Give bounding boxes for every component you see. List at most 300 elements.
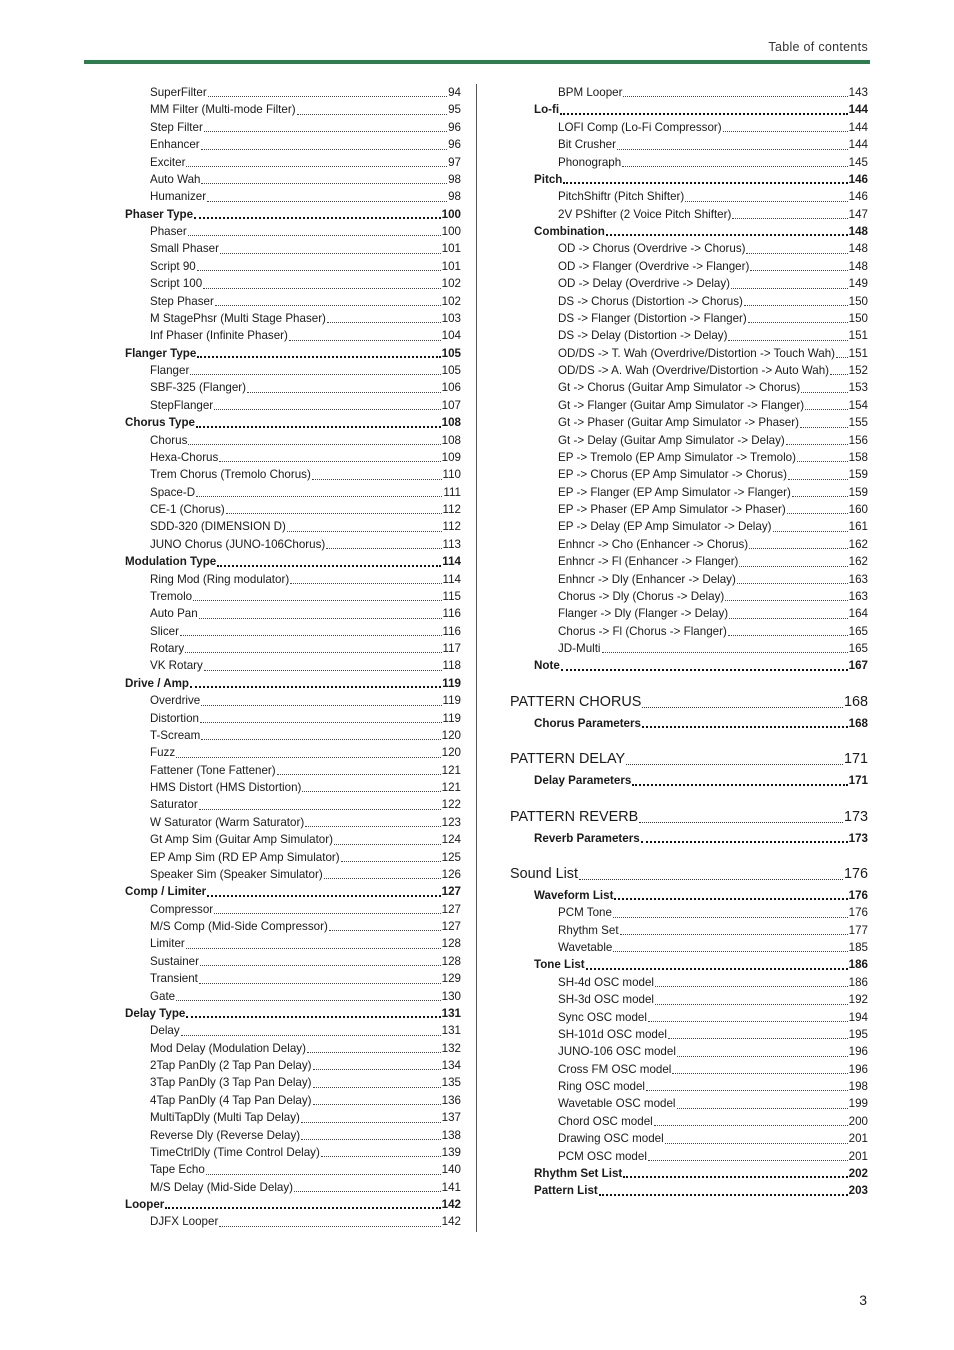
- dot-leader: [641, 835, 848, 843]
- toc-entry-title: Delay: [150, 1024, 180, 1038]
- toc-entry-page: 200: [848, 1114, 868, 1128]
- toc-entry-title: 4Tap PanDly (4 Tap Pan Delay): [150, 1093, 312, 1107]
- toc-entry-page: 151: [848, 329, 868, 343]
- toc-entry-title: Delay Type: [125, 1006, 186, 1020]
- dot-leader: [301, 1116, 441, 1123]
- toc-entry[interactable]: [125, 258, 461, 275]
- toc-entry[interactable]: [510, 188, 868, 205]
- toc-entry-page: 126: [441, 867, 461, 881]
- toc-entry[interactable]: [125, 379, 461, 396]
- toc-section[interactable]: [125, 1005, 461, 1022]
- toc-entry[interactable]: [510, 1095, 868, 1112]
- toc-entry-title: EP -> Delay (EP Amp Simulator -> Delay): [558, 520, 772, 534]
- dot-leader: [294, 1185, 441, 1192]
- toc-entry[interactable]: [125, 901, 461, 918]
- toc-entry[interactable]: [125, 866, 461, 883]
- dot-leader: [186, 160, 447, 167]
- toc-entry[interactable]: [125, 571, 461, 588]
- toc-section[interactable]: [510, 1165, 868, 1182]
- dot-leader: [786, 438, 848, 445]
- toc-entry-page: 153: [848, 381, 868, 395]
- toc-entry[interactable]: [125, 397, 461, 414]
- toc-entry[interactable]: [510, 1113, 868, 1130]
- toc-entry[interactable]: [510, 154, 868, 171]
- toc-entry[interactable]: [510, 623, 868, 640]
- toc-entry-page: 131: [441, 1006, 461, 1020]
- dot-leader: [646, 1084, 848, 1091]
- toc-entry-page: 144: [848, 120, 868, 134]
- toc-entry-title: Pitch: [534, 172, 563, 186]
- toc-entry-title: Chord OSC model: [558, 1114, 653, 1128]
- toc-entry[interactable]: [125, 831, 461, 848]
- toc-entry-page: 192: [848, 993, 868, 1007]
- toc-entry-page: 116: [442, 624, 461, 638]
- toc-entry[interactable]: [125, 1057, 461, 1074]
- toc-entry[interactable]: [510, 240, 868, 257]
- toc-entry-page: 160: [848, 503, 868, 516]
- toc-entry-page: 105: [441, 364, 461, 377]
- toc-entry[interactable]: [125, 657, 461, 674]
- toc-entry-title: Ring OSC model: [558, 1080, 645, 1093]
- toc-entry[interactable]: [125, 466, 461, 483]
- toc-entry[interactable]: [125, 171, 461, 188]
- toc-entry[interactable]: [510, 571, 868, 588]
- toc-entry-page: 101: [441, 242, 461, 256]
- toc-entry[interactable]: [510, 119, 868, 136]
- toc-entry[interactable]: [510, 136, 868, 153]
- toc-entry-title: Reverb Parameters: [534, 831, 640, 845]
- dot-leader: [613, 911, 848, 918]
- toc-entry[interactable]: [125, 710, 461, 727]
- toc-entry[interactable]: [510, 275, 868, 292]
- toc-entry-title: Gt -> Flanger (Guitar Amp Simulator -> Flanger): [558, 398, 805, 412]
- toc-entry-title: Trem Chorus (Tremolo Chorus): [150, 468, 311, 482]
- toc-entry[interactable]: [510, 310, 868, 327]
- toc-entry[interactable]: [125, 293, 461, 310]
- toc-entry[interactable]: [510, 258, 868, 275]
- toc-entry-title: Rotary: [150, 642, 185, 655]
- toc-entry-page: 129: [441, 972, 461, 986]
- dot-leader: [792, 490, 848, 497]
- toc-entry-page: 98: [448, 172, 461, 186]
- toc-entry-title: Chorus Type: [125, 416, 195, 430]
- dot-leader: [214, 907, 441, 914]
- toc-entry-page: 203: [848, 1184, 868, 1198]
- toc-entry[interactable]: [510, 362, 868, 379]
- toc-entry-page: 120: [441, 746, 461, 760]
- toc-entry-page: 176: [848, 906, 868, 920]
- dot-leader: [606, 228, 848, 236]
- toc-entry[interactable]: [125, 1161, 461, 1178]
- toc-entry[interactable]: [125, 779, 461, 796]
- toc-entry[interactable]: [510, 939, 868, 956]
- toc-entry[interactable]: [510, 345, 868, 362]
- dot-leader: [207, 889, 440, 897]
- toc-entry[interactable]: [125, 310, 461, 327]
- toc-entry[interactable]: [125, 154, 461, 171]
- toc-entry-title: 2Tap PanDly (2 Tap Pan Delay): [150, 1059, 312, 1072]
- toc-entry[interactable]: [510, 449, 868, 466]
- dot-leader: [197, 264, 441, 271]
- toc-entry-title: OD/DS -> A. Wah (Overdrive/Distortion -> Auto Wah): [558, 364, 830, 377]
- toc-section[interactable]: [125, 675, 461, 692]
- toc-entry[interactable]: [125, 101, 461, 118]
- toc-entry-title: SDD-320 (DIMENSION D): [150, 520, 286, 534]
- toc-entry-title: Slicer: [150, 624, 179, 638]
- toc-entry-page: 127: [441, 885, 461, 899]
- toc-entry[interactable]: [510, 588, 868, 605]
- toc-chapter[interactable]: [510, 806, 868, 828]
- toc-entry-title: OD -> Chorus (Overdrive -> Chorus): [558, 242, 746, 256]
- toc-section[interactable]: [125, 345, 461, 362]
- toc-entry-page: 111: [443, 485, 461, 499]
- toc-entry-title: OD/DS -> T. Wah (Overdrive/Distortion -> Touch Wah): [558, 346, 836, 360]
- toc-entry-title: Enhancer: [150, 138, 200, 152]
- toc-entry[interactable]: [510, 206, 868, 223]
- toc-entry[interactable]: [510, 501, 868, 518]
- toc-entry[interactable]: [510, 518, 868, 535]
- toc-section[interactable]: [125, 414, 461, 431]
- toc-entry-page: 144: [848, 138, 868, 152]
- dot-leader: [648, 1015, 848, 1022]
- toc-entry-title: Chorus -> Fl (Chorus -> Flanger): [558, 624, 727, 638]
- toc-entry[interactable]: [125, 623, 461, 640]
- toc-entry[interactable]: [125, 1040, 461, 1057]
- dot-leader: [186, 1010, 440, 1018]
- dot-leader: [632, 778, 847, 786]
- dot-leader: [188, 438, 440, 445]
- toc-entry[interactable]: [510, 553, 868, 570]
- toc-entry-title: Note: [534, 659, 560, 673]
- toc-entry[interactable]: [125, 988, 461, 1005]
- toc-entry-page: 103: [441, 311, 461, 325]
- toc-entry-page: 110: [442, 468, 461, 482]
- toc-entry[interactable]: [125, 1092, 461, 1109]
- toc-entry-page: 137: [441, 1111, 461, 1125]
- toc-entry[interactable]: [125, 136, 461, 153]
- dot-leader: [622, 160, 847, 167]
- toc-chapter[interactable]: [510, 863, 868, 885]
- toc-entry[interactable]: [510, 466, 868, 483]
- toc-entry-page: 176: [848, 888, 868, 902]
- toc-entry-title: EP Amp Sim (RD EP Amp Simulator): [150, 850, 340, 864]
- dot-leader: [220, 247, 441, 254]
- toc-entry-page: 146: [848, 190, 868, 204]
- toc-chapter[interactable]: [510, 748, 868, 770]
- toc-entry-title: Phaser: [150, 225, 187, 238]
- toc-entry-page: 115: [442, 589, 461, 603]
- toc-entry-page: 128: [441, 937, 461, 951]
- toc-entry[interactable]: [125, 1144, 461, 1161]
- dot-leader: [801, 386, 847, 393]
- toc-section[interactable]: [510, 887, 868, 904]
- dot-leader: [197, 350, 440, 358]
- toc-section[interactable]: [510, 101, 868, 118]
- toc-entry-title: DJFX Looper: [150, 1215, 219, 1229]
- toc-entry[interactable]: [125, 1074, 461, 1091]
- dot-leader: [200, 716, 442, 723]
- toc-entry-page: 186: [848, 958, 868, 972]
- dot-leader: [305, 820, 440, 827]
- toc-entry[interactable]: [510, 1043, 868, 1060]
- toc-entry[interactable]: [510, 1026, 868, 1043]
- toc-entry[interactable]: [510, 1148, 868, 1165]
- toc-entry[interactable]: [125, 814, 461, 831]
- toc-entry[interactable]: [125, 849, 461, 866]
- toc-entry[interactable]: [125, 518, 461, 535]
- toc-entry-page: 130: [441, 989, 461, 1003]
- toc-entry[interactable]: [510, 1009, 868, 1026]
- toc-entry-page: 98: [448, 190, 461, 204]
- toc-entry[interactable]: [510, 327, 868, 344]
- toc-entry-title: Script 90: [150, 259, 196, 273]
- toc-entry-page: 161: [848, 520, 868, 534]
- toc-entry-title: Humanizer: [150, 190, 207, 204]
- toc-entry-page: 146: [848, 172, 868, 186]
- toc-entry-title: Step Phaser: [150, 294, 214, 308]
- toc-entry[interactable]: [125, 223, 461, 240]
- toc-entry-title: Small Phaser: [150, 242, 219, 256]
- toc-entry-title: EP -> Flanger (EP Amp Simulator -> Flanger): [558, 485, 791, 499]
- toc-entry-title: SuperFilter: [150, 86, 207, 99]
- toc-entry[interactable]: [510, 379, 868, 396]
- dot-leader: [579, 873, 843, 880]
- toc-entry-page: 121: [441, 763, 461, 777]
- toc-entry-title: Sync OSC model: [558, 1010, 647, 1024]
- toc-entry-title: Limiter: [150, 937, 185, 951]
- toc-entry-title: Speaker Sim (Speaker Simulator): [150, 867, 323, 881]
- toc-entry[interactable]: [125, 362, 461, 379]
- toc-entry-page: 151: [848, 346, 868, 360]
- toc-entry-title: Wavetable: [558, 941, 613, 954]
- toc-entry-page: 168: [848, 716, 868, 730]
- toc-entry-title: Wavetable OSC model: [558, 1097, 676, 1111]
- toc-entry[interactable]: [125, 1179, 461, 1196]
- toc-entry[interactable]: [125, 84, 461, 101]
- toc-entry[interactable]: [125, 484, 461, 501]
- toc-entry-page: 141: [441, 1180, 461, 1194]
- toc-section[interactable]: [510, 657, 868, 674]
- toc-entry[interactable]: [125, 501, 461, 518]
- toc-entry[interactable]: [125, 449, 461, 466]
- toc-entry-page: 195: [848, 1027, 868, 1041]
- dot-leader: [188, 229, 441, 236]
- toc-entry[interactable]: [510, 397, 868, 414]
- toc-entry-page: 138: [441, 1128, 461, 1142]
- toc-entry[interactable]: [125, 536, 461, 553]
- toc-entry[interactable]: [125, 640, 461, 657]
- toc-entry-page: 118: [442, 659, 461, 673]
- toc-section[interactable]: [510, 1182, 868, 1199]
- toc-entry[interactable]: [125, 796, 461, 813]
- dot-leader: [561, 663, 848, 671]
- toc-entry[interactable]: [510, 640, 868, 657]
- toc-entry-title: DS -> Delay (Distortion -> Delay): [558, 329, 728, 343]
- toc-entry[interactable]: [510, 414, 868, 431]
- toc-entry-title: Exciter: [150, 155, 186, 169]
- toc-entry[interactable]: [125, 970, 461, 987]
- toc-entry-page: 173: [843, 808, 868, 825]
- toc-entry-page: 168: [843, 693, 868, 710]
- toc-entry-page: 199: [848, 1097, 868, 1111]
- toc-section[interactable]: [510, 772, 868, 789]
- toc-entry[interactable]: [510, 1130, 868, 1147]
- toc-entry-title: Sustainer: [150, 954, 199, 968]
- toc-section[interactable]: [125, 1196, 461, 1213]
- toc-entry[interactable]: [510, 991, 868, 1008]
- toc-entry[interactable]: [510, 293, 868, 310]
- toc-entry-page: 176: [843, 865, 868, 882]
- toc-entry[interactable]: [125, 744, 461, 761]
- toc-chapter[interactable]: [510, 691, 868, 713]
- toc-entry-title: Comp / Limiter: [125, 885, 207, 899]
- dot-leader: [731, 282, 848, 289]
- toc-entry-title: EP -> Phaser (EP Amp Simulator -> Phaser): [558, 503, 786, 516]
- dot-leader: [617, 143, 848, 150]
- toc-entry-page: 139: [441, 1145, 461, 1159]
- toc-entry[interactable]: [125, 188, 461, 205]
- toc-entry[interactable]: [510, 432, 868, 449]
- dot-leader: [201, 733, 440, 740]
- toc-entry-page: 196: [848, 1062, 868, 1076]
- toc-entry[interactable]: [125, 762, 461, 779]
- toc-entry[interactable]: [125, 727, 461, 744]
- dot-leader: [732, 212, 847, 219]
- toc-entry-title: Mod Delay (Modulation Delay): [150, 1041, 306, 1055]
- toc-entry[interactable]: [510, 1078, 868, 1095]
- dot-leader: [560, 107, 848, 115]
- toc-entry[interactable]: [510, 904, 868, 921]
- toc-entry-page: 109: [441, 450, 461, 464]
- toc-entry-title: Auto Wah: [150, 172, 201, 186]
- toc-entry-title: SH-101d OSC model: [558, 1027, 667, 1041]
- dot-leader: [602, 646, 848, 653]
- toc-section[interactable]: [510, 223, 868, 240]
- dot-leader: [199, 612, 442, 619]
- toc-entry-title: DS -> Flanger (Distortion -> Flanger): [558, 311, 747, 325]
- toc-entry-title: M/S Comp (Mid-Side Compressor): [150, 920, 328, 933]
- toc-entry[interactable]: [510, 84, 868, 101]
- dot-leader: [642, 701, 843, 708]
- dot-leader: [677, 1102, 848, 1109]
- toc-entry-page: 95: [448, 103, 461, 117]
- dot-leader: [313, 1063, 441, 1070]
- dot-leader: [181, 1029, 441, 1036]
- toc-entry-page: 121: [441, 781, 461, 794]
- toc-entry[interactable]: [125, 1022, 461, 1039]
- toc-entry-title: Flanger Type: [125, 346, 197, 360]
- toc-entry[interactable]: [510, 484, 868, 501]
- column-divider: [476, 84, 477, 1232]
- dot-leader: [201, 143, 447, 150]
- dot-leader: [620, 928, 848, 935]
- toc-entry[interactable]: [510, 922, 868, 939]
- toc-entry-page: 149: [848, 277, 868, 291]
- toc-entry-title: CE-1 (Chorus): [150, 503, 225, 516]
- toc-entry-page: 155: [848, 416, 868, 430]
- toc-entry[interactable]: [510, 605, 868, 622]
- toc-entry-page: 114: [442, 555, 461, 569]
- toc-entry-title: JD-Multi: [558, 642, 601, 655]
- toc-entry-title: Space-D: [150, 485, 196, 499]
- toc-entry-page: 163: [848, 589, 868, 603]
- dot-leader: [321, 1150, 441, 1157]
- dot-leader: [215, 299, 441, 306]
- toc-entry[interactable]: [125, 1109, 461, 1126]
- toc-entry[interactable]: [510, 974, 868, 991]
- toc-entry-title: W Saturator (Warm Saturator): [150, 815, 305, 829]
- toc-entry[interactable]: [125, 953, 461, 970]
- toc-entry[interactable]: [510, 1061, 868, 1078]
- dot-leader: [728, 334, 847, 341]
- toc-entry-title: T-Scream: [150, 728, 201, 742]
- toc-entry-title: Bit Crusher: [558, 138, 616, 152]
- toc-entry-title: 3Tap PanDly (3 Tap Pan Delay): [150, 1076, 312, 1090]
- toc-entry[interactable]: [125, 588, 461, 605]
- toc-entry[interactable]: [125, 1127, 461, 1144]
- toc-entry[interactable]: [125, 275, 461, 292]
- toc-section[interactable]: [510, 956, 868, 973]
- toc-section[interactable]: [125, 883, 461, 900]
- toc-entry-page: 127: [441, 920, 461, 933]
- toc-entry-page: 122: [441, 798, 461, 812]
- toc-entry[interactable]: [125, 605, 461, 622]
- toc-entry-page: 171: [848, 774, 868, 788]
- toc-entry-title: Saturator: [150, 798, 198, 812]
- toc-entry-title: Hexa-Chorus: [150, 450, 219, 464]
- dot-leader: [194, 211, 441, 219]
- toc-entry[interactable]: [125, 119, 461, 136]
- toc-entry-title: BPM Looper: [558, 86, 623, 99]
- toc-entry-page: 158: [848, 450, 868, 464]
- toc-entry-page: 113: [442, 537, 461, 551]
- toc-entry[interactable]: [125, 432, 461, 449]
- toc-entry-page: 198: [848, 1080, 868, 1093]
- toc-entry[interactable]: [125, 240, 461, 257]
- toc-entry-page: 152: [848, 364, 868, 377]
- dot-leader: [729, 612, 848, 619]
- dot-leader: [787, 507, 848, 514]
- toc-entry[interactable]: [125, 1213, 461, 1230]
- toc-section[interactable]: [510, 715, 868, 732]
- dot-leader: [639, 816, 843, 823]
- dot-leader: [623, 1170, 847, 1178]
- toc-entry[interactable]: [125, 918, 461, 935]
- toc-section[interactable]: [125, 206, 461, 223]
- toc-entry[interactable]: [125, 692, 461, 709]
- toc-section[interactable]: [510, 830, 868, 847]
- dot-leader: [207, 195, 447, 202]
- toc-section[interactable]: [125, 553, 461, 570]
- toc-entry-title: OD -> Delay (Overdrive -> Delay): [558, 277, 731, 291]
- toc-entry-title: Gate: [150, 989, 176, 1003]
- toc-entry-title: DS -> Chorus (Distortion -> Chorus): [558, 294, 743, 308]
- toc-entry-page: 127: [441, 902, 461, 916]
- toc-entry-title: Enhncr -> Fl (Enhancer -> Flanger): [558, 555, 739, 569]
- toc-entry-title: Ring Mod (Ring modulator): [150, 572, 290, 586]
- toc-entry-title: Drive / Amp: [125, 676, 189, 690]
- toc-entry-title: Compressor: [150, 902, 214, 916]
- toc-entry-page: 159: [848, 468, 868, 482]
- toc-section[interactable]: [510, 171, 868, 188]
- toc-entry[interactable]: [125, 327, 461, 344]
- dot-leader: [626, 758, 843, 765]
- toc-entry-page: 97: [448, 155, 461, 169]
- toc-entry-page: 108: [441, 433, 461, 447]
- toc-entry[interactable]: [510, 536, 868, 553]
- dot-leader: [739, 560, 847, 567]
- toc-entry[interactable]: [125, 935, 461, 952]
